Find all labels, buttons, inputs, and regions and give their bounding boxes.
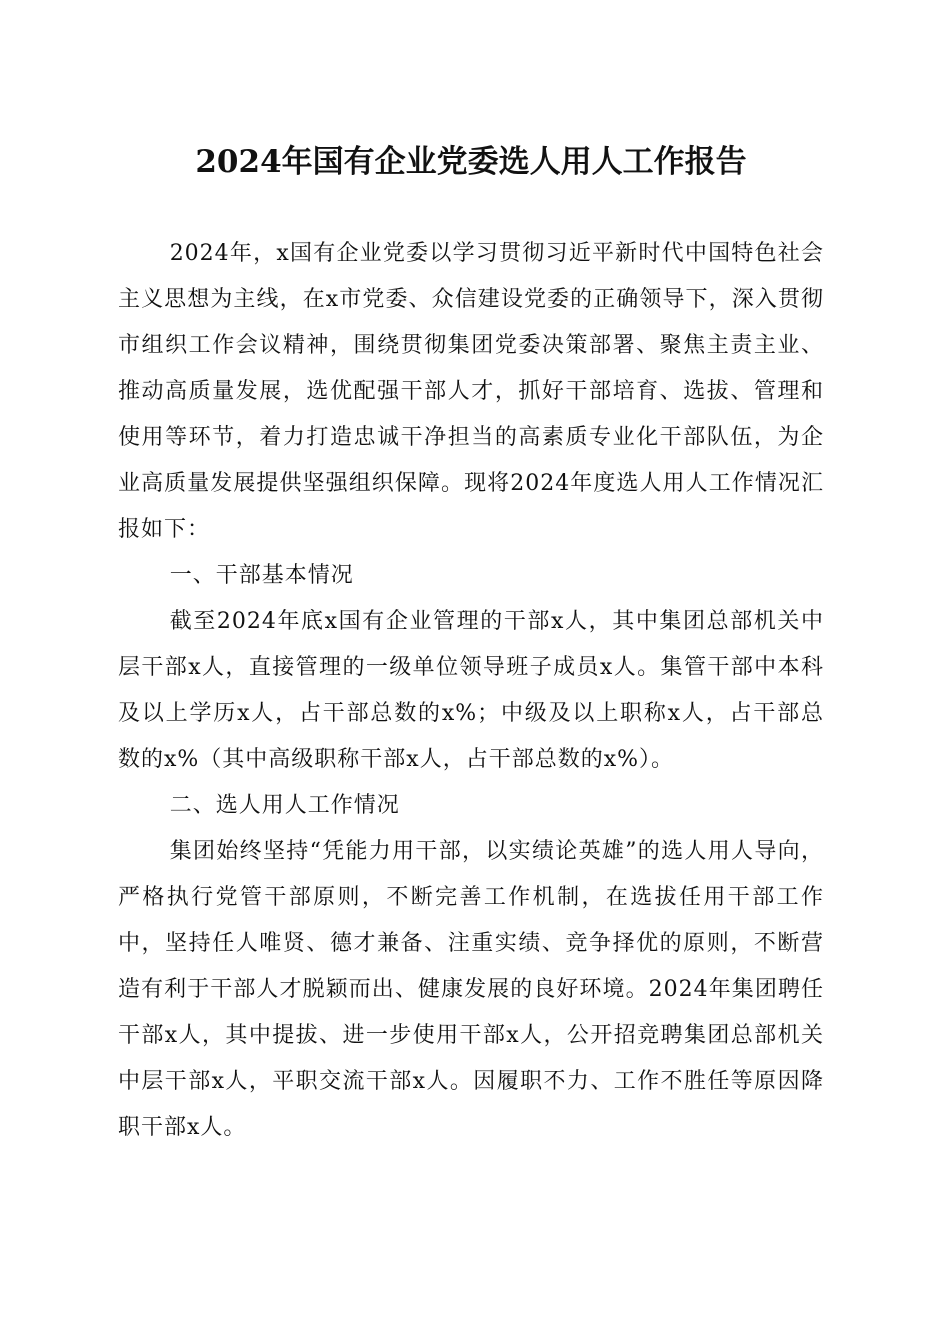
- document-title: 2024年国有企业党委选人用人工作报告: [195, 144, 747, 180]
- section-heading-cadre-basics: 一、干部基本情况: [169, 563, 354, 588]
- section-heading-selection-work: 二、选人用人工作情况: [169, 793, 400, 818]
- intro-paragraph: 2024年，x国有企业党委以学习贯彻习近平新时代中国特色社会主义思想为主线，在x市党委、众信建设党委的正确领导下，深入贯彻市组织工作会议精神，围绕贯彻集团党委决策部署、聚焦主责主业、推动高质量发展，选优配强干部人才，抓好干部培育、选拔、管理和使用等环节，着力打造忠诚干净担当的高素质专业化干部队伍，为企业高质量发展提供坚强组织保障。现将2024年度选人用人工作情况汇报如下：: [118, 241, 824, 542]
- document-body: [118, 231, 824, 1151]
- section-paragraph-selection-work: 集团始终坚持“凭能力用干部，以实绩论英雄”的选人用人导向，严格执行党管干部原则，不断完善工作机制，在选拔任用干部工作中，坚持任人唯贤、德才兼备、注重实绩、竞争择优的原则，不断营造有利于干部人才脱颖而出、健康发展的良好环境。2024年集团聘任干部x人，其中提拔、进一步使用干部x人，公开招竞聘集团总部机关中层干部x人，平职交流干部x人。因履职不力、工作不胜任等原因降职干部x人。: [118, 839, 824, 1140]
- section-paragraph-cadre-basics: 截至2024年底x国有企业管理的干部x人，其中集团总部机关中层干部x人，直接管理的一级单位领导班子成员x人。集管干部中本科及以上学历x人，占干部总数的x%；中级及以上职称x人，占干部总数的x%（其中高级职称干部x人，占干部总数的x%）。: [118, 609, 824, 772]
